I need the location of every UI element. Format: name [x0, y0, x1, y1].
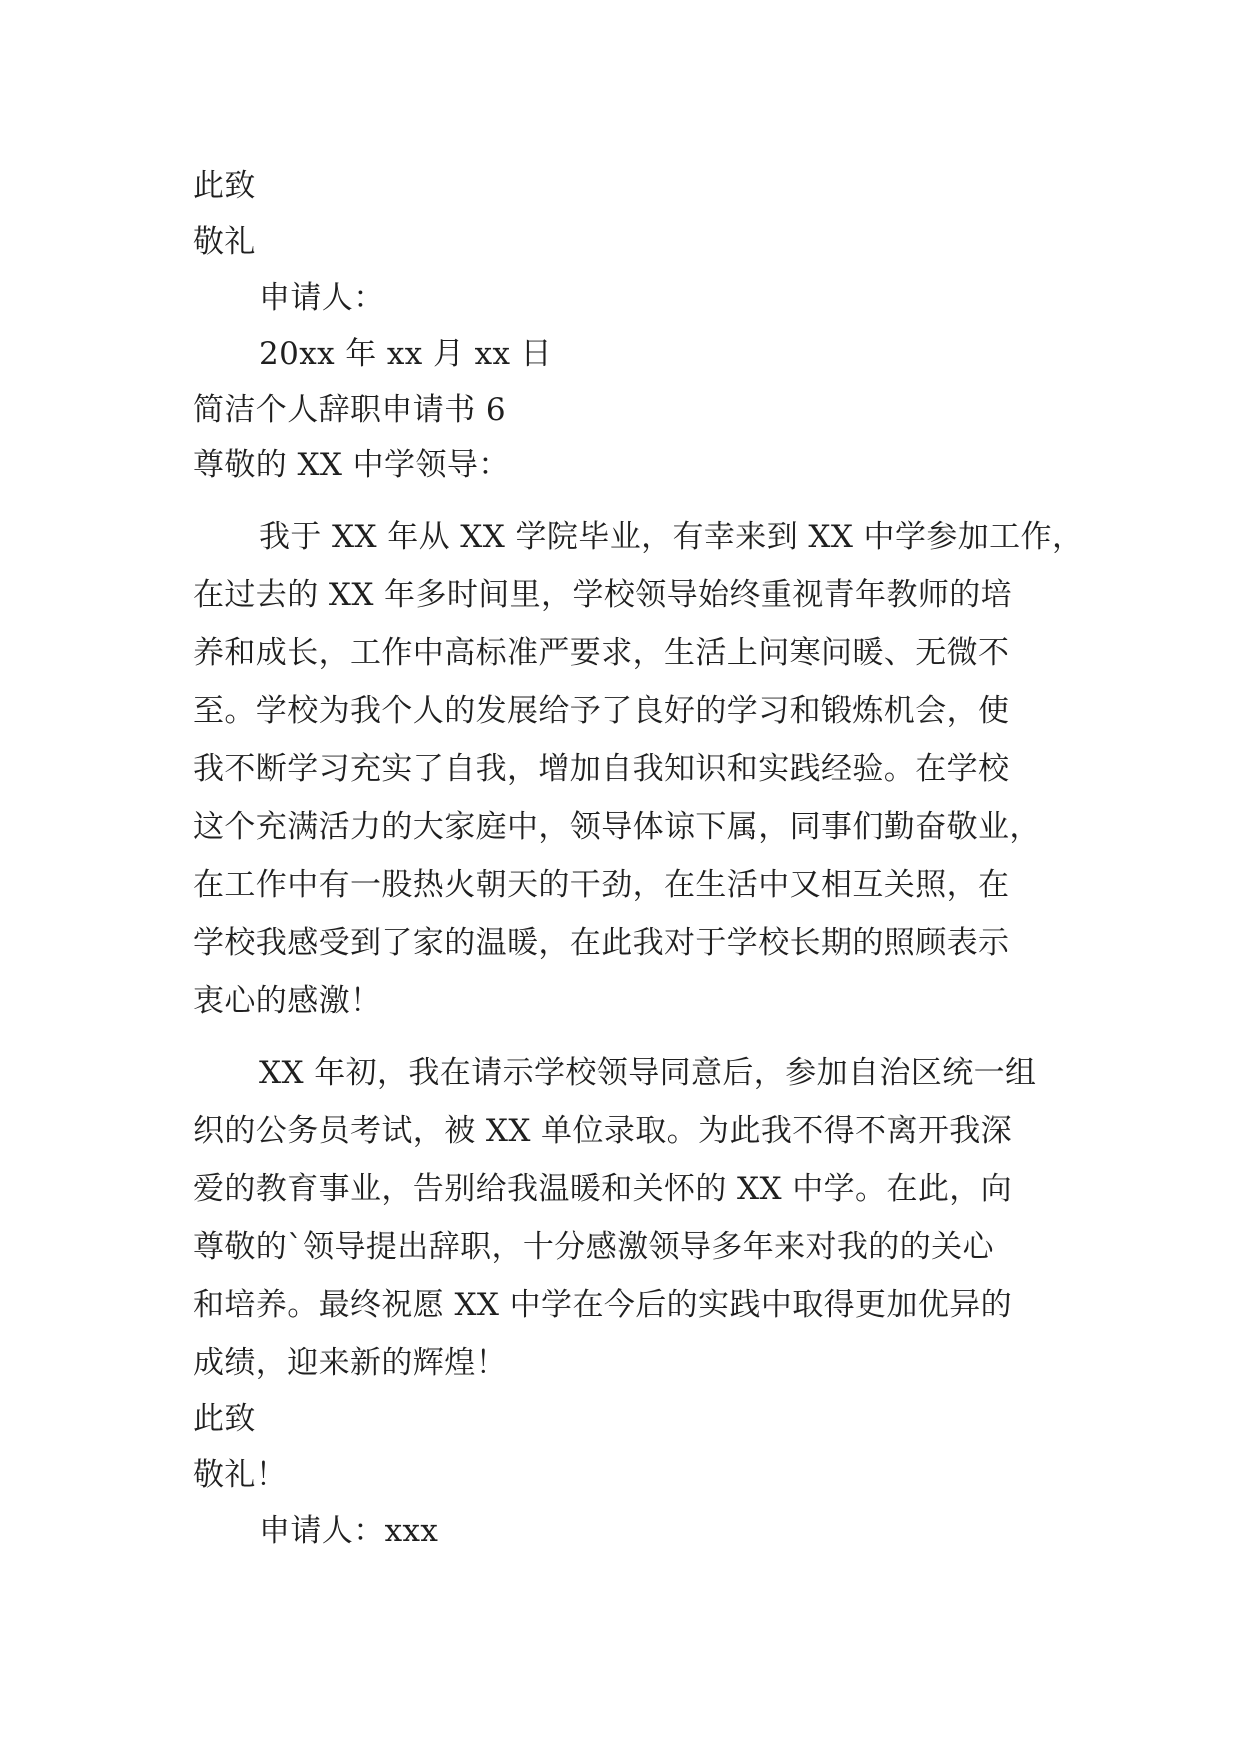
date-line: 20xx 年 xx 月 xx 日: [259, 336, 553, 372]
paragraph-line: 学校我感受到了家的温暖，在此我对于学校长期的照顾表示: [193, 925, 1010, 961]
applicant-signature: 申请人：xxx: [259, 1513, 439, 1549]
paragraph-line: 这个充满活力的大家庭中，领导体谅下属，同事们勤奋敬业，: [193, 809, 1041, 845]
paragraph-line: 衷心的感激！: [193, 983, 382, 1019]
paragraph-line: 成绩，迎来新的辉煌！: [193, 1345, 507, 1381]
closing-jing-li: 敬礼: [193, 224, 256, 260]
paragraph-line: 尊敬的`领导提出辞职，十分感激领导多年来对我的的关心: [193, 1229, 994, 1265]
paragraph-line: 在工作中有一股热火朝天的干劲，在生活中又相互关照，在: [193, 867, 1010, 903]
paragraph-line: 我于 XX 年从 XX 学院毕业，有幸来到 XX 中学参加工作，: [259, 519, 1084, 555]
paragraph-line: 织的公务员考试，被 XX 单位录取。为此我不得不离开我深: [193, 1113, 1013, 1149]
closing-ci-zhi: 此致: [193, 168, 256, 204]
paragraph-line: 和培养。最终祝愿 XX 中学在今后的实践中取得更加优异的: [193, 1287, 1013, 1323]
paragraph-line: 在过去的 XX 年多时间里，学校领导始终重视青年教师的培: [193, 577, 1013, 613]
paragraph-line: 我不断学习充实了自我，增加自我知识和实践经验。在学校: [193, 751, 1010, 787]
section-title: 简洁个人辞职申请书 6: [193, 392, 506, 428]
paragraph-line: XX 年初，我在请示学校领导同意后，参加自治区统一组: [259, 1055, 1037, 1091]
closing-jing-li-2: 敬礼！: [193, 1457, 288, 1493]
paragraph-line: 至。学校为我个人的发展给予了良好的学习和锻炼机会，使: [193, 693, 1010, 729]
applicant-label: 申请人：: [259, 280, 385, 316]
closing-ci-zhi-2: 此致: [193, 1401, 256, 1437]
paragraph-line: 养和成长，工作中高标准严要求，生活上问寒问暖、无微不: [193, 635, 1010, 671]
salutation: 尊敬的 XX 中学领导：: [193, 447, 510, 483]
paragraph-line: 爱的教育事业，告别给我温暖和关怀的 XX 中学。在此，向: [193, 1171, 1013, 1207]
